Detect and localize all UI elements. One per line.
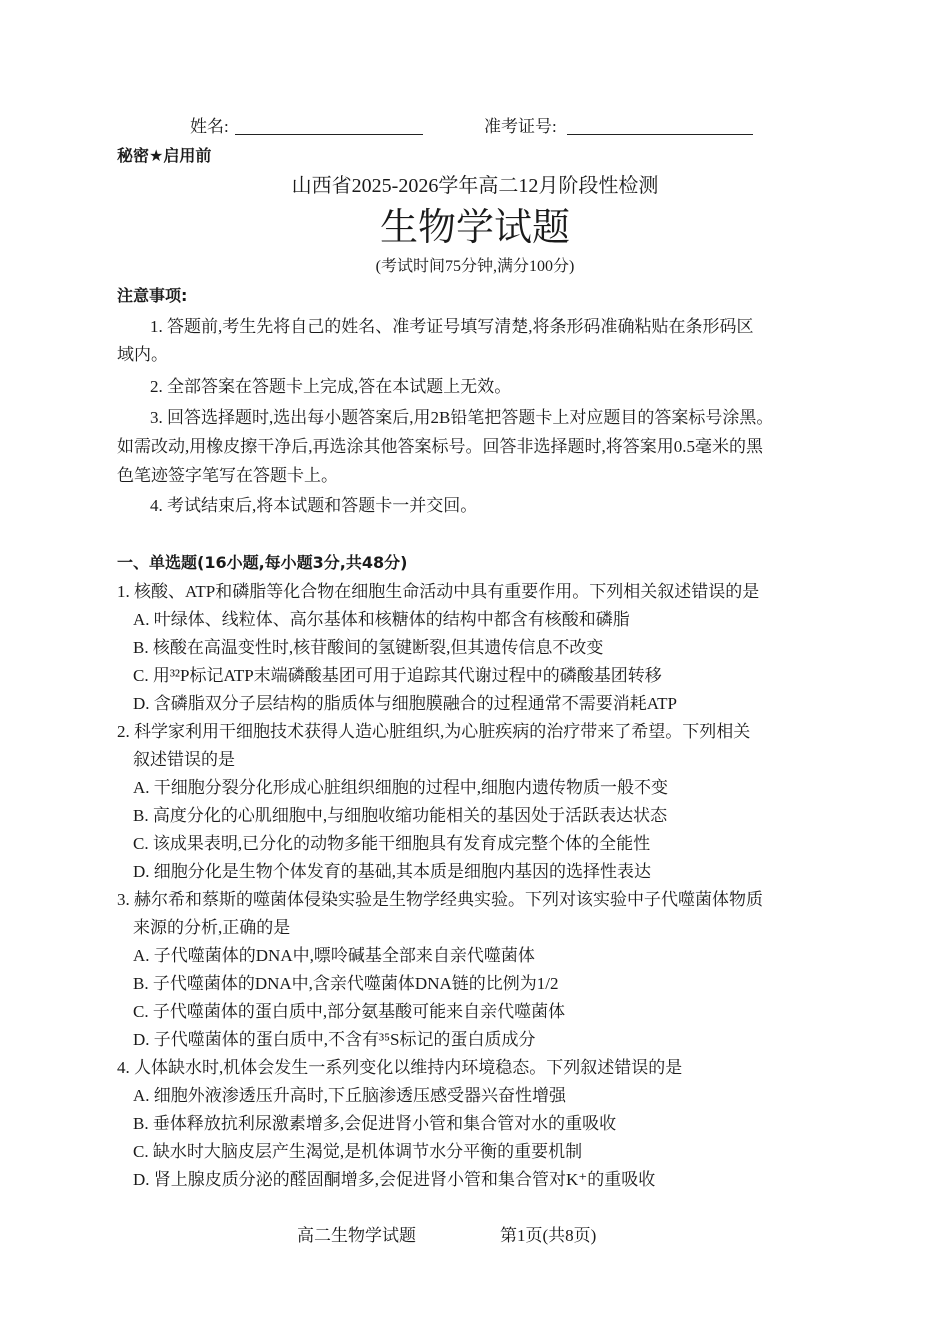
question-1-option-d: D. 含磷脂双分子层结构的脂质体与细胞膜融合的过程通常不需要消耗ATP <box>133 694 678 713</box>
question-2-option-b: B. 高度分化的心肌细胞中,与细胞收缩功能相关的基因处于活跃表达状态 <box>133 806 668 825</box>
question-3-option-b: B. 子代噬菌体的DNA中,含亲代噬菌体DNA链的比例为1/2 <box>133 974 559 993</box>
question-4-option-b: B. 垂体释放抗利尿激素增多,会促进肾小管和集合管对水的重吸收 <box>133 1114 617 1133</box>
exam-id-field[interactable] <box>567 134 753 135</box>
notice-line: 色笔迹签字笔写在答题卡上。 <box>117 466 338 485</box>
question-1-option-c: C. 用³²P标记ATP末端磷酸基团可用于追踪其代谢过程中的磷酸基团转移 <box>133 666 662 685</box>
question-3-stem-cont: 来源的分析,正确的是 <box>133 918 291 937</box>
question-2-stem: 2. 科学家利用干细胞技术获得人造心脏组织,为心脏疾病的治疗带来了希望。下列相关 <box>117 722 751 741</box>
notice-line: 域内。 <box>117 345 168 364</box>
footer-page-number: 第1页(共8页) <box>500 1226 597 1245</box>
notice-line: 2. 全部答案在答题卡上完成,答在本试题上无效。 <box>150 377 512 396</box>
question-3-option-d: D. 子代噬菌体的蛋白质中,不含有³⁵S标记的蛋白质成分 <box>133 1030 536 1049</box>
question-2-option-a: A. 干细胞分裂分化形成心脏组织细胞的过程中,细胞内遗传物质一般不变 <box>133 778 669 797</box>
footer-subject: 高二生物学试题 <box>297 1226 416 1245</box>
name-field[interactable] <box>235 134 423 135</box>
question-1-option-a: A. 叶绿体、线粒体、高尔基体和核糖体的结构中都含有核酸和磷脂 <box>133 610 630 629</box>
name-label: 姓名: <box>190 117 229 136</box>
question-4-stem: 4. 人体缺水时,机体会发生一系列变化以维持内环境稳态。下列叙述错误的是 <box>117 1058 683 1077</box>
exam-id-label: 准考证号: <box>484 117 557 136</box>
question-2-option-c: C. 该成果表明,已分化的动物多能干细胞具有发育成完整个体的全能性 <box>133 834 651 853</box>
notice-line: 1. 答题前,考生先将自己的姓名、准考证号填写清楚,将条形码准确粘贴在条形码区 <box>150 317 754 336</box>
notices-heading: 注意事项: <box>117 286 188 305</box>
section-heading: 一、单选题(16小题,每小题3分,共48分) <box>117 553 408 572</box>
question-2-option-d: D. 细胞分化是生物个体发育的基础,其本质是细胞内基因的选择性表达 <box>133 862 652 881</box>
question-3-stem: 3. 赫尔希和蔡斯的噬菌体侵染实验是生物学经典实验。下列对该实验中子代噬菌体物质 <box>117 890 763 909</box>
question-2-stem-cont: 叙述错误的是 <box>133 750 235 769</box>
exam-time-note: (考试时间75分钟,满分100分) <box>375 258 575 275</box>
question-1-option-b: B. 核酸在高温变性时,核苷酸间的氢键断裂,但其遗传信息不改变 <box>133 638 604 657</box>
page-title: 生物学试题 <box>379 207 570 249</box>
exam-subtitle: 山西省2025-2026学年高二12月阶段性检测 <box>291 175 659 197</box>
secret-mark: 秘密★启用前 <box>117 146 212 165</box>
notice-line: 如需改动,用橡皮擦干净后,再选涂其他答案标号。回答非选择题时,将答案用0.5毫米的黑 <box>117 437 763 456</box>
question-4-option-a: A. 细胞外液渗透压升高时,下丘脑渗透压感受器兴奋性增强 <box>133 1086 567 1105</box>
question-4-option-d: D. 肾上腺皮质分泌的醛固酮增多,会促进肾小管和集合管对K⁺的重吸收 <box>133 1170 656 1189</box>
question-3-option-c: C. 子代噬菌体的蛋白质中,部分氨基酸可能来自亲代噬菌体 <box>133 1002 566 1021</box>
question-4-option-c: C. 缺水时大脑皮层产生渴觉,是机体调节水分平衡的重要机制 <box>133 1142 583 1161</box>
question-3-option-a: A. 子代噬菌体的DNA中,嘌呤碱基全部来自亲代噬菌体 <box>133 946 535 965</box>
question-1-stem: 1. 核酸、ATP和磷脂等化合物在细胞生命活动中具有重要作用。下列相关叙述错误的是 <box>117 582 760 601</box>
notice-line: 3. 回答选择题时,选出每小题答案后,用2B铅笔把答题卡上对应题目的答案标号涂黑。 <box>150 408 774 427</box>
notice-line: 4. 考试结束后,将本试题和答题卡一并交回。 <box>150 496 478 515</box>
